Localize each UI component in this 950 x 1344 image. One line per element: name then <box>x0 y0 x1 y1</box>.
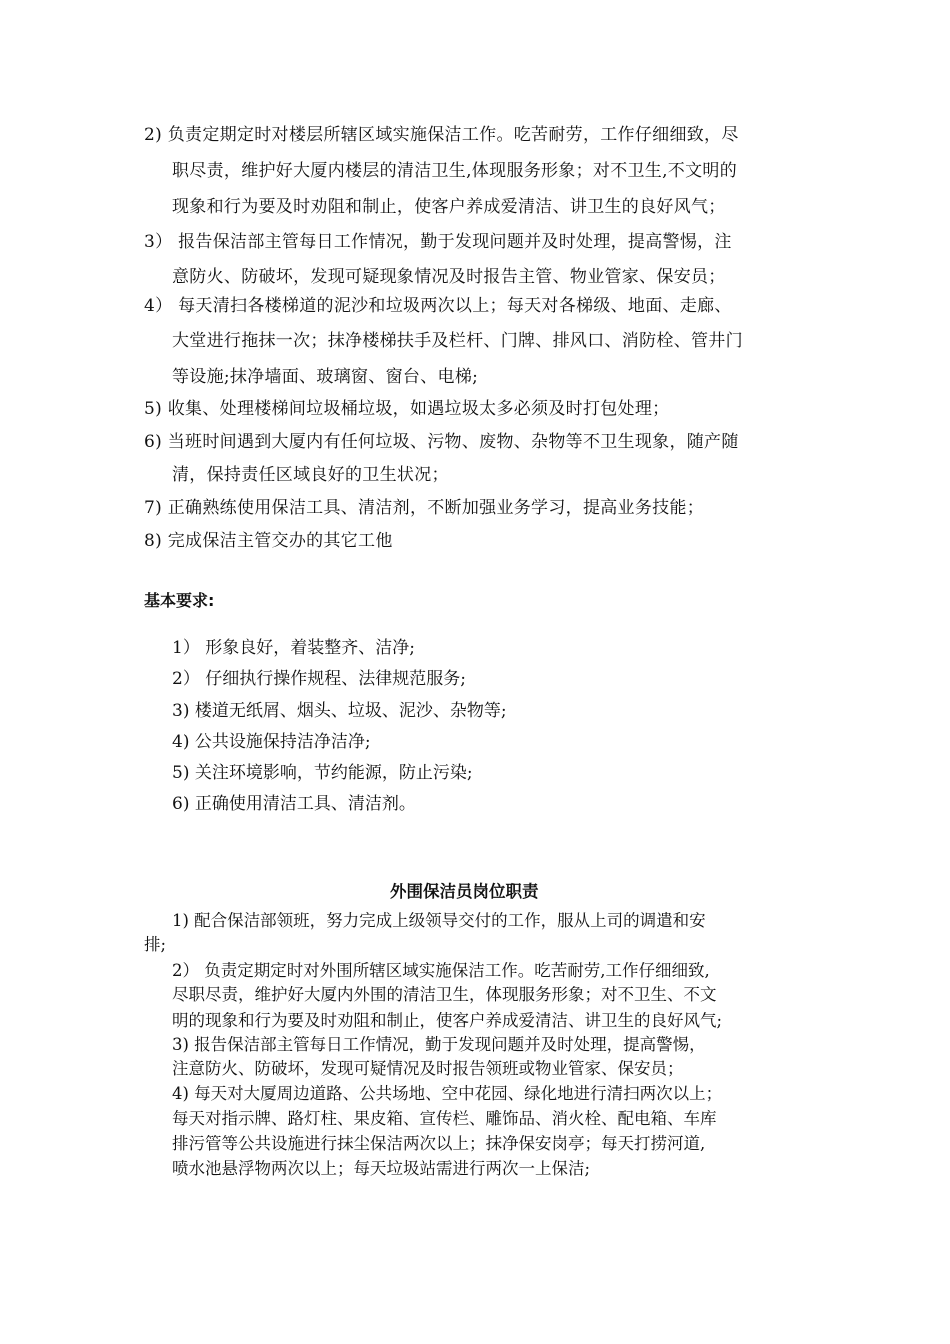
duty-line: 排污管等公共设施进行抹尘保洁两次以上；抹净保安岗亭；每天打捞河道, <box>172 1134 706 1153</box>
requirement-item: 6) 正确使用清洁工具、清洁剂。 <box>172 794 416 814</box>
duty-line: 等设施;抹净墙面、玻璃窗、窗台、电梯; <box>172 367 479 387</box>
duty-line: 明的现象和行为要及时劝阻和制止，使客户养成爱清洁、讲卫生的良好风气; <box>172 1011 723 1030</box>
duty-line: 3) 报告保洁部主管每日工作情况，勤于发现问题并及时处理，提高警惕， <box>172 1035 706 1054</box>
duty-line: 清，保持责任区域良好的卫生状况； <box>172 465 449 485</box>
duty-line: 职尽责，维护好大厦内楼层的清洁卫生,体现服务形象；对不卫生,不文明的 <box>172 161 738 181</box>
duty-line: 尽职尽责，维护好大厦内外围的清洁卫生，体现服务形象；对不卫生、不文 <box>172 985 717 1004</box>
duty-line: 排; <box>144 935 167 954</box>
duty-line: 2） 负责定期定时对外围所辖区域实施保洁工作。吃苦耐劳,工作仔细细致, <box>172 961 710 980</box>
duty-line: 5) 收集、处理楼梯间垃圾桶垃圾，如遇垃圾太多必须及时打包处理； <box>144 399 670 419</box>
duty-line: 注意防火、防破坏，发现可疑情况及时报告领班或物业管家、保安员； <box>172 1059 684 1078</box>
requirement-item: 2） 仔细执行操作规程、法律规范服务; <box>172 669 466 689</box>
requirement-item: 1） 形象良好，着装整齐、洁净; <box>172 638 415 658</box>
duty-line: 2) 负责定期定时对楼层所辖区域实施保洁工作。吃苦耐劳，工作仔细细致，尽 <box>144 125 739 145</box>
duty-line: 现象和行为要及时劝阻和制止，使客户养成爱清洁、讲卫生的良好风气； <box>172 197 726 217</box>
duty-line: 喷水池悬浮物两次以上；每天垃圾站需进行两次一上保洁; <box>172 1159 591 1178</box>
requirement-item: 3) 楼道无纸屑、烟头、垃圾、泥沙、杂物等; <box>172 701 507 721</box>
duty-line: 1) 配合保洁部领班，努力完成上级领导交付的工作，服从上司的调遣和安 <box>172 911 706 930</box>
duty-line: 4） 每天清扫各楼梯道的泥沙和垃圾两次以上；每天对各梯级、地面、走廊、 <box>144 296 732 316</box>
duty-line: 6) 当班时间遇到大厦内有任何垃圾、污物、废物、杂物等不卫生现象，随产随 <box>144 432 739 452</box>
section-heading: 基本要求: <box>144 591 215 610</box>
section-title: 外围保洁员岗位职责 <box>390 882 539 901</box>
requirement-item: 4) 公共设施保持洁净洁净; <box>172 732 371 752</box>
duty-line: 7) 正确熟练使用保洁工具、清洁剂，不断加强业务学习，提高业务技能； <box>144 498 705 518</box>
duty-line: 3） 报告保洁部主管每日工作情况，勤于发现问题并及时处理，提高警惕，注 <box>144 232 732 252</box>
duty-line: 4) 每天对大厦周边道路、公共场地、空中花园、绿化地进行清扫两次以上； <box>172 1084 723 1103</box>
duty-line: 每天对指示牌、路灯柱、果皮箱、宣传栏、雕饰品、消火栓、配电箱、车库 <box>172 1109 717 1128</box>
duty-line: 意防火、防破坏，发现可疑现象情况及时报告主管、物业管家、保安员； <box>172 267 726 287</box>
requirement-item: 5) 关注环境影响，节约能源，防止污染; <box>172 763 473 783</box>
duty-line: 8) 完成保洁主管交办的其它工他 <box>144 531 393 551</box>
duty-line: 大堂进行拖抹一次；抹净楼梯扶手及栏杆、门牌、排风口、消防栓、管井门 <box>172 331 743 351</box>
